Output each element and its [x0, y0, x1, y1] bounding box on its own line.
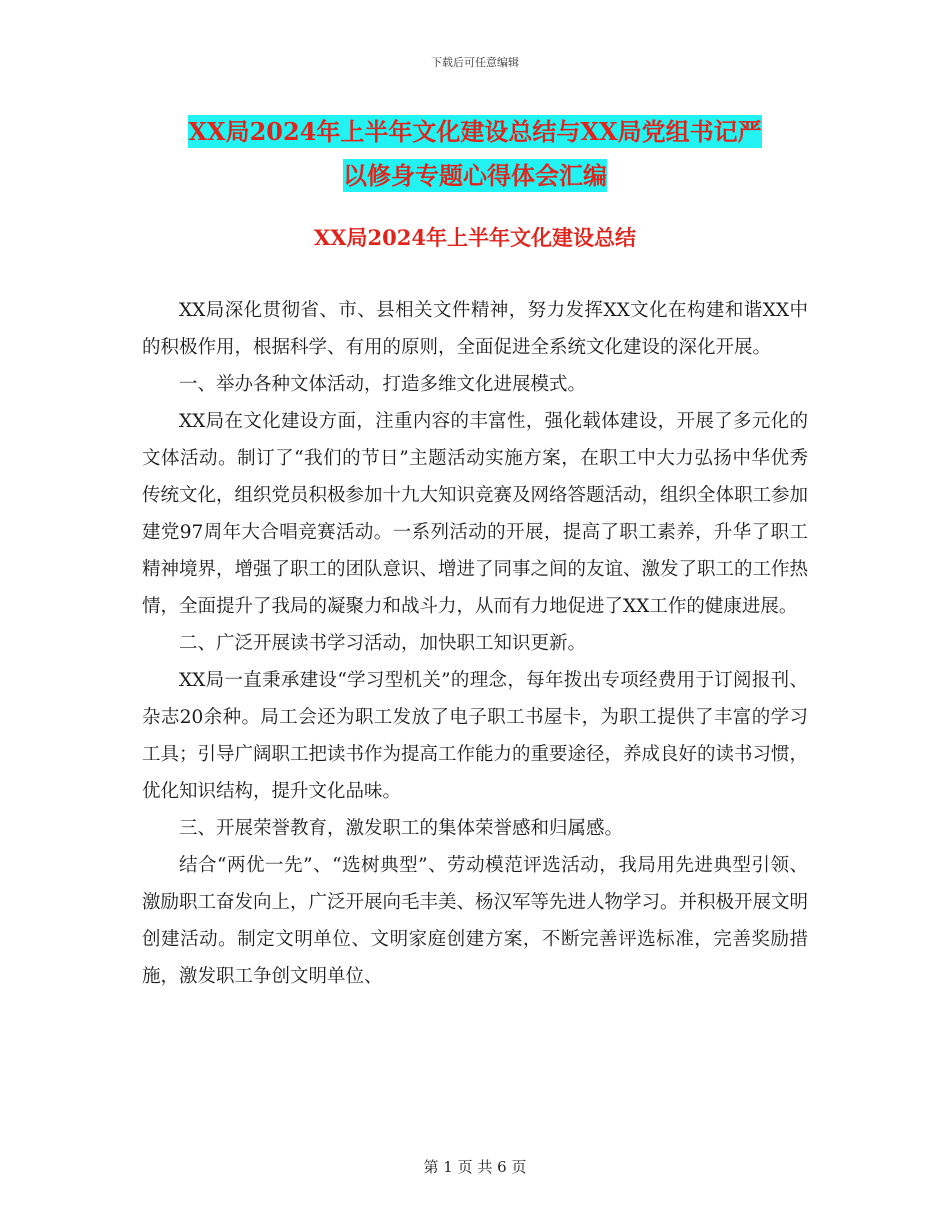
document-title-line-1: XX局2024年上半年文化建设总结与XX局党组书记严 [188, 117, 762, 146]
section-heading: 一、举办各种文体活动，打造多维文化进展模式。 [179, 374, 587, 395]
section-heading: 三、开展荣誉教育，激发职工的集体荣誉感和归属感。 [179, 818, 624, 839]
section-heading: 二、广泛开展读书学习活动，加快职工知识更新。 [179, 633, 587, 654]
header-note: 下载后可任意编辑 [431, 56, 519, 69]
section-title: XX局2024年上半年文化建设总结 [313, 225, 637, 250]
body-text [142, 292, 808, 995]
document-title [140, 110, 810, 198]
paragraph: XX局一直秉承建设“学习型机关”的理念，每年拨出专项经费用于订阅报刊、杂志20余种。局工会还为职工发放了电子职工书屋卡，为职工提供了丰富的学习工具；引导广阔职工把读书作为提高工作能力的重要途径，养成良好的读书习惯，优化知识结构，提升文化品味。 [142, 670, 809, 802]
page-footer: 第 1 页 共 6 页 [423, 1158, 527, 1176]
paragraph: XX局在文化建设方面，注重内容的丰富性，强化载体建设，开展了多元化的文体活动。制订了“我们的节日”主题活动实施方案，在职工中大力弘扬中华优秀传统文化，组织党员积极参加十九大知识竞赛及网络答题活动，组织全体职工参加建党97周年大合唱竞赛活动。一系列活动的开展，提高了职工素养，升华了职工精神境界，增强了职工的团队意识、增进了同事之间的友谊、激发了职工的工作热情，全面提升了我局的凝聚力和战斗力，从而有力地促进了XX工作的健康进展。 [142, 411, 809, 617]
document-title-line-2: 以修身专题心得体会汇编 [343, 161, 607, 190]
paragraph: XX局深化贯彻省、市、县相关文件精神，努力发挥XX文化在构建和谐XX中的积极作用，根据科学、有用的原则，全面促进全系统文化建设的深化开展。 [142, 300, 808, 358]
paragraph: 结合“两优一先”、“选树典型”、劳动模范评选活动，我局用先进典型引领、激励职工奋发向上，广泛开展向毛丰美、杨汉军等先进人物学习。并积极开展文明创建活动。制定文明单位、文明家庭创建方案，不断完善评选标准，完善奖励措施，激发职工争创文明单位、 [142, 855, 809, 987]
